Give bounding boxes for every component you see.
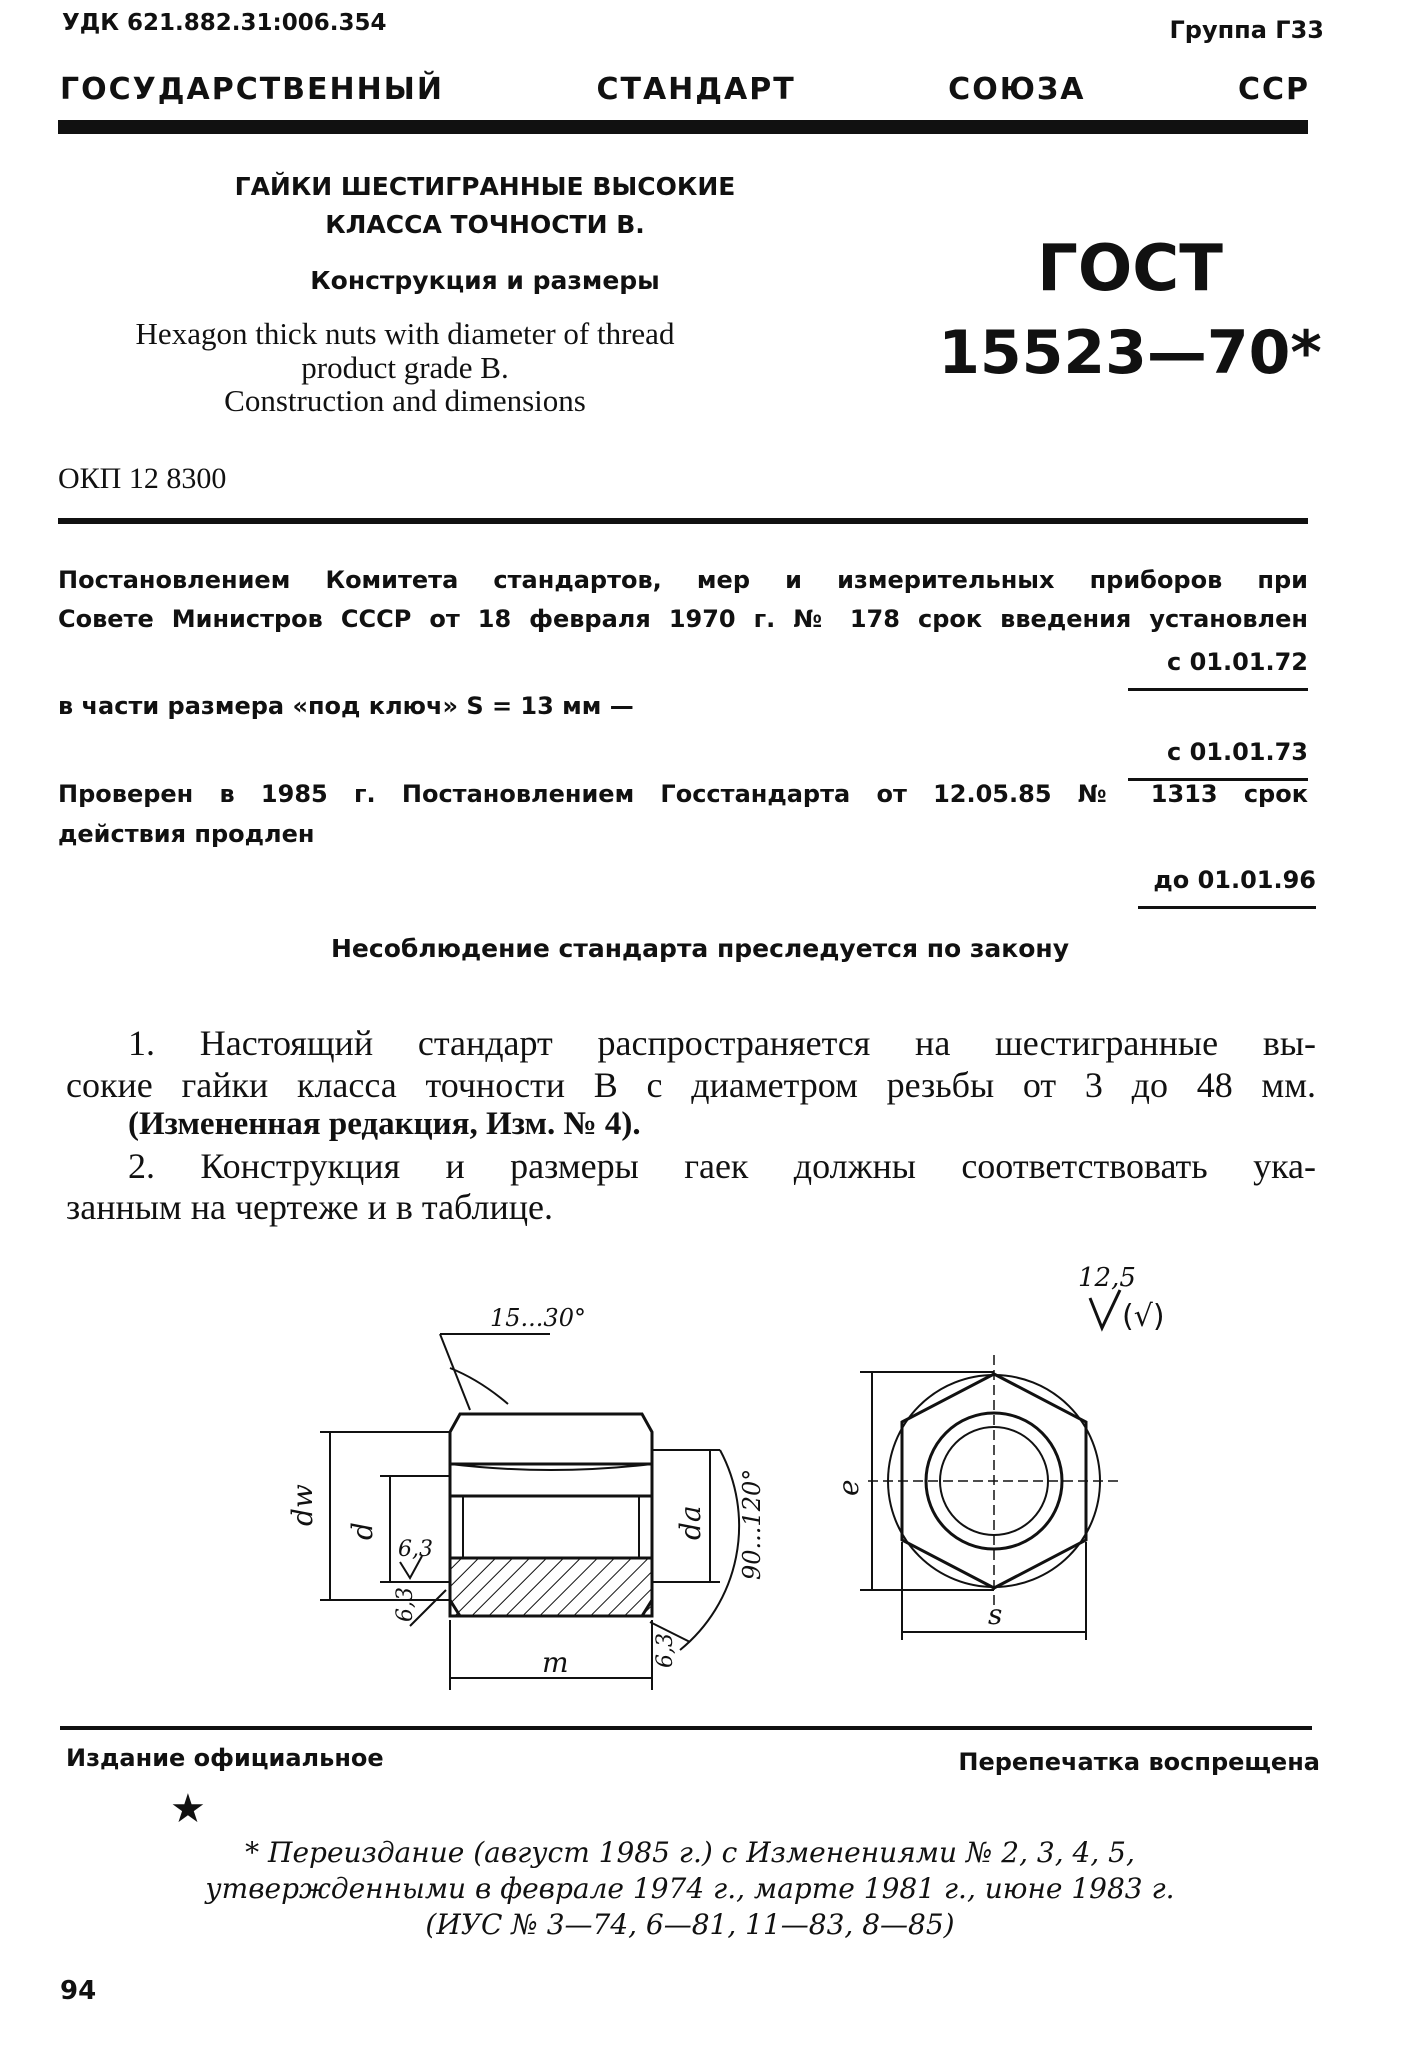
gost-label: ГОСТ bbox=[1037, 232, 1223, 306]
decree-date-3: до 01.01.96 bbox=[1153, 866, 1316, 894]
nut-drawing bbox=[260, 1250, 1240, 1720]
title-en-line3: Construction and dimensions bbox=[224, 383, 586, 418]
gost-number: 15523—70* bbox=[938, 318, 1322, 388]
roughness-inner-label: 6,3 bbox=[398, 1537, 433, 1562]
dim-e-label: e bbox=[832, 1479, 865, 1496]
title-en-line2: product grade B. bbox=[301, 350, 509, 385]
footer-rule bbox=[60, 1726, 1312, 1730]
para1-line1: 1. Настоящий стандарт распространяется на шестигранные вы- bbox=[128, 1023, 1316, 1063]
standard-banner: ГОСУДАРСТВЕННЫЙ СТАНДАРТ СОЮЗА ССР bbox=[60, 72, 1310, 107]
dim-dw-label: dw bbox=[286, 1484, 319, 1526]
date-rule-3 bbox=[1138, 906, 1316, 909]
para1-line2: сокие гайки класса точности В с диаметром резьбы от 3 до 48 мм. bbox=[66, 1065, 1316, 1105]
decree-line4: Проверен в 1985 г. Постановлением Госстандарта от 12.05.85 № 1313 срок bbox=[58, 780, 1308, 808]
decree-line1: Постановлением Комитета стандартов, мер и измерительных приборов при bbox=[58, 566, 1308, 594]
title-ru-line1: ГАЙКИ ШЕСТИГРАННЫЕ ВЫСОКИЕ bbox=[234, 172, 736, 201]
reprint-note: Перепечатка воспрещена bbox=[958, 1748, 1320, 1776]
udk-code: УДК 621.882.31:006.354 bbox=[62, 10, 387, 36]
title-en-line1: Hexagon thick nuts with diameter of thread bbox=[135, 316, 675, 351]
roughness-left-label: 6,3 bbox=[393, 1587, 418, 1622]
edition-note: Издание официальное bbox=[66, 1744, 384, 1772]
reissue-note-line3: (ИУС № 3—74, 6—81, 11—83, 8—85) bbox=[425, 1908, 955, 1941]
roughness-paren-label: (√) bbox=[1122, 1299, 1165, 1334]
legal-warning: Несоблюдение стандарта преследуется по закону bbox=[331, 934, 1069, 963]
para2-line1: 2. Конструкция и размеры гаек должны соответствовать ука- bbox=[128, 1146, 1316, 1186]
para1-amendment: (Измененная редакция, Изм. № 4). bbox=[128, 1106, 641, 1142]
page-number: 94 bbox=[60, 1976, 97, 2006]
title-rule bbox=[58, 518, 1308, 524]
decree-date-1: с 01.01.72 bbox=[1166, 648, 1308, 676]
hatched-section bbox=[450, 1558, 652, 1616]
reissue-note-line1: * Переиздание (август 1985 г.) с Изменениями № 2, 3, 4, 5, bbox=[245, 1836, 1135, 1869]
para2-line2: занным на чертеже и в таблице. bbox=[66, 1187, 553, 1227]
group-code: Группа Г33 bbox=[1169, 16, 1324, 44]
angle-cone-label: 90...120° bbox=[738, 1468, 766, 1580]
reissue-note-line2: утвержденными в феврале 1974 г., марте 1981 г., июне 1983 г. bbox=[205, 1872, 1175, 1905]
decree-line5: действия продлен bbox=[58, 820, 315, 848]
okp-code: ОКП 12 8300 bbox=[58, 462, 227, 495]
dim-da-label: da bbox=[674, 1505, 707, 1540]
roughness-right-label: 6,3 bbox=[653, 1633, 678, 1668]
title-ru-subtitle: Конструкция и размеры bbox=[310, 266, 660, 295]
decree-line2: Совете Министров СССР от 18 февраля 1970 г. № 178 срок введения установлен bbox=[58, 605, 1308, 633]
decree-date-2: с 01.01.73 bbox=[1166, 738, 1308, 766]
roughness-check-icon bbox=[1090, 1290, 1120, 1328]
roughness-main-label: 12,5 bbox=[1078, 1263, 1136, 1293]
dim-d-label: d bbox=[346, 1522, 379, 1540]
star-icon: ★ bbox=[170, 1786, 206, 1832]
dim-s-label: s bbox=[988, 1598, 1003, 1631]
header-rule bbox=[58, 120, 1308, 134]
decree-line3: в части размера «под ключ» S = 13 мм — bbox=[58, 692, 634, 720]
date-rule-1 bbox=[1128, 688, 1308, 691]
dim-m-label: m bbox=[542, 1646, 569, 1679]
title-ru-line2: КЛАССА ТОЧНОСТИ В. bbox=[325, 210, 645, 239]
angle-chamfer-label: 15...30° bbox=[490, 1304, 586, 1332]
